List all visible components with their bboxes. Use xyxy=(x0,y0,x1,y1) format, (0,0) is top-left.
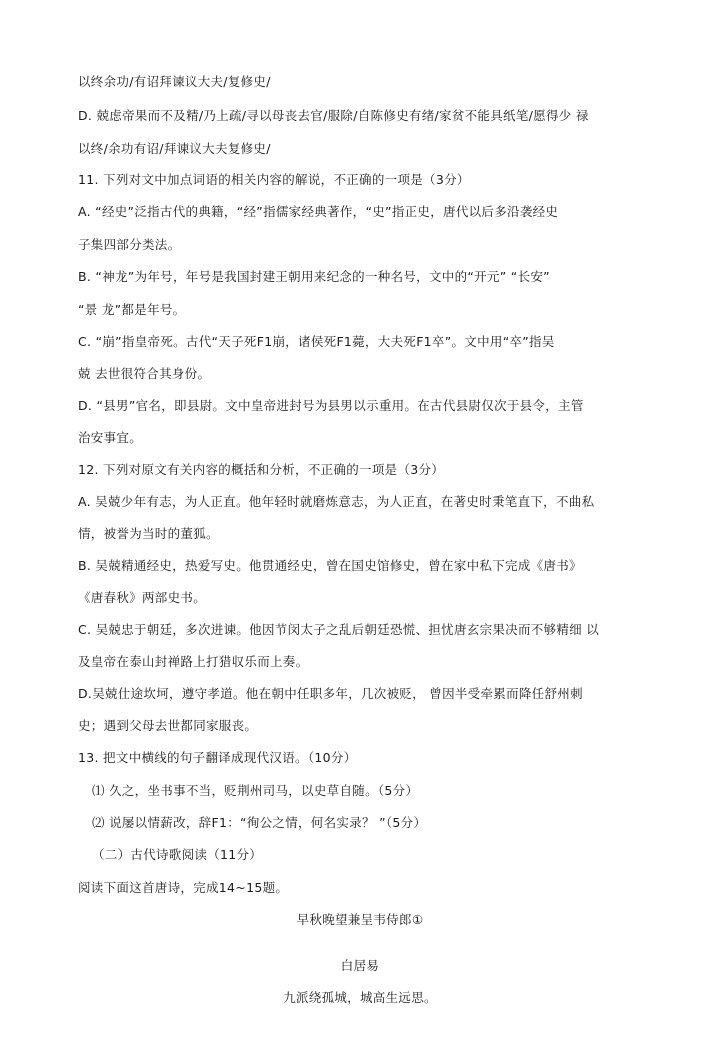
question-13-stem: 13. 把文中横线的句子翻译成现代汉语。（10分） xyxy=(78,750,357,765)
poem-line: 九派绕孤城，城高生远思。 xyxy=(283,990,437,1005)
option-a-line: A. “经史”泛指古代的典籍，“经”指儒家经典著作，“史”指正史，唐代以后多沿袭经史 xyxy=(78,204,559,219)
option-d-line: D. “县男”官名，即县尉。文中皇帝进封号为县男以示重用。在古代县尉仅次于县令，主管 xyxy=(78,398,584,413)
text-line: “景 龙”都是年号。 xyxy=(78,302,186,317)
text-line: 子集四部分类法。 xyxy=(78,237,181,252)
text-line: 兢 去世很符合其身份。 xyxy=(78,366,211,381)
option-d-line: D. 兢虑帝果而不及精/乃上疏/寻以母丧去官/服除/自陈修史有绪/家贫不能具纸笔/愿得少 禄 xyxy=(78,108,589,123)
option-c-line: C. “崩”指皇帝死。古代“天子死F1崩，诸侯死F1薨，大夫死F1卒”。文中用“卒”指吴 xyxy=(78,334,555,349)
text-line: 史；遇到父母去世都同家服丧。 xyxy=(78,718,258,733)
section-heading: （二）古代诗歌阅读（11分） xyxy=(92,847,263,862)
text-line: 治安事宜。 xyxy=(78,430,143,445)
question-11-stem: 11. 下列对文中加点词语的相关内容的解说，不正确的一项是（3分） xyxy=(78,172,470,187)
instruction-line: 阅读下面这首唐诗，完成14~15题。 xyxy=(78,880,289,895)
text-line: 及皇帝在泰山封禅路上打猎収乐而上奏。 xyxy=(78,654,309,669)
sub-question-1: ⑴ 久之，坐书事不当，贬荆州司马，以史草自随。（5分） xyxy=(92,783,419,798)
sub-question-2: ⑵ 说屡以情薪改，辞F1：“徇公之情，何名实录？ ”（5分） xyxy=(92,815,427,830)
option-b-line: B. 吴兢精通经史，热爱写史。他贯通经史，曾在国史馆修史，曾在家中私下完成《唐书》 xyxy=(78,558,582,573)
question-12-stem: 12. 下列对原文有关内容的概括和分析，不正确的一项是（3分） xyxy=(78,462,445,477)
poem-title: 早秋晚望兼呈韦侍郎① xyxy=(296,912,424,927)
poem-author: 白居易 xyxy=(340,958,380,973)
text-line: 情，被誉为当时的董狐。 xyxy=(78,526,219,541)
text-line: 《唐春秋》两部史书。 xyxy=(78,590,207,605)
option-c-line: C. 吴兢忠于朝廷，多次进谏。他因节闵太子之乱后朝廷恐慌、担忧唐玄宗果决而不够精细 以 xyxy=(78,622,600,637)
option-b-line: B. “神龙”为年号，年号是我国封建王朝用来纪念的一种名号，文中的“开元” “长安” xyxy=(78,269,550,284)
option-d-line: D.吴兢仕途坎坷，遵守孝道。他在朝中任职多年，几次被贬， 曾因半受牵累而降任舒州刺 xyxy=(78,686,583,701)
text-line: 以终/余功有诏/拜谏议大夫复修史/ xyxy=(78,141,271,156)
option-a-line: A. 吴兢少年有志，为人正直。他年轻时就磨炼意志，为人正直，在著史时秉笔直下，不曲私 xyxy=(78,494,595,509)
text-line: 以终余功/有诏拜谏议大夫/复修史/ xyxy=(78,74,271,89)
